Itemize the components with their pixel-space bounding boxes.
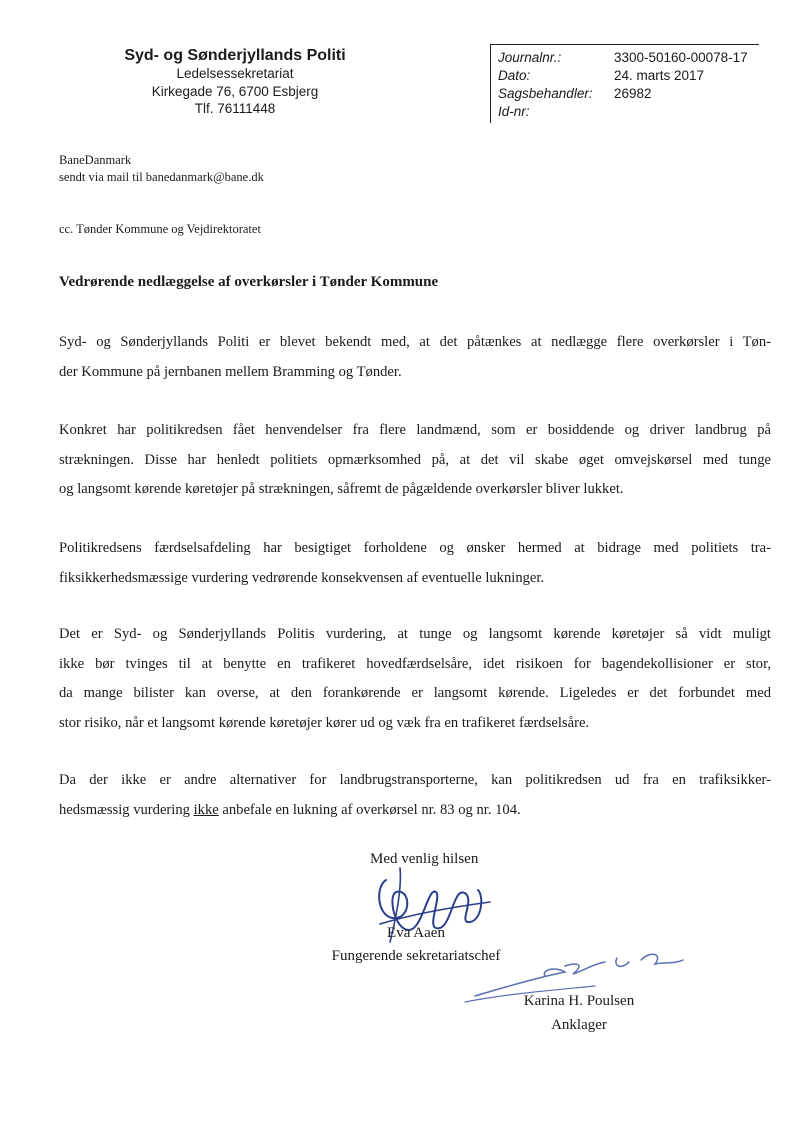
paragraph-line: Syd- og Sønderjyllands Politi er blevet bekendt med, at det påtænkes at nedlægge flere overkørsler i Tøn- — [59, 334, 771, 350]
meta-row-journal — [498, 49, 758, 67]
meta-row-date — [498, 67, 758, 85]
signer-name: Eva Aaen — [387, 925, 445, 941]
sender-department: Ledelsessekretariat — [176, 66, 294, 81]
paragraph-line: der Kommune på jernbanen mellem Bramming og Tønder. — [59, 363, 402, 380]
line-text: hedsmæssig vurdering — [59, 801, 194, 818]
line-text: anbefale en lukning af overkørsel nr. 83 og nr. 104. — [218, 801, 521, 818]
paragraph-line: stor risiko, når et langsomt kørende køretøjer kører ud og væk fra en trafikeret færdselsåre. — [59, 714, 590, 731]
emphasis-underline: ikke — [193, 801, 219, 818]
recipient-via: sendt via mail til banedanmark@bane.dk — [59, 169, 264, 184]
meta-value: 26982 — [614, 86, 652, 101]
meta-label: Sagsbehandler: — [498, 86, 593, 101]
closing-greeting: Med venlig hilsen — [370, 851, 479, 867]
sender-address: Kirkegade 76, 6700 Esbjerg — [151, 83, 319, 99]
recipient-name: BaneDanmark — [59, 153, 132, 167]
sender-name: Syd- og Sønderjyllands Politi — [124, 47, 346, 64]
meta-value: 24. marts 2017 — [614, 68, 705, 83]
cc-line: cc. Tønder Kommune og Vejdirektoratet — [59, 222, 261, 236]
signer-block-2 — [520, 989, 638, 1037]
recipient-block — [59, 152, 264, 185]
paragraph-line: og langsomt kørende køretøjer på strækningen, såfremt de pågældende overkørsler bliver lukket. — [59, 481, 624, 497]
signer-title: Anklager — [551, 1017, 607, 1033]
body-paragraph — [59, 416, 771, 505]
sender-block — [95, 46, 375, 118]
meta-label: Id-nr: — [498, 104, 530, 119]
paragraph-line: fiksikkerhedsmæssige vurdering vedrørende konsekvensen af eventuelle lukninger. — [59, 569, 545, 586]
paragraph-line: ikke bør tvinges til at benytte en trafikeret hovedfærdselsåre, idet risikoen for bagendekollisioner er stor, — [59, 655, 771, 672]
paragraph-line: Konkret har politikredsen fået henvendelser fra flere landmænd, som er bosiddende og driver landbrug på — [59, 422, 771, 438]
subject-heading: Vedrørende nedlæggelse af overkørsler i Tønder Kommune — [59, 274, 439, 290]
signer-title: Fungerende sekretariatschef — [331, 948, 501, 964]
sender-phone: Tlf. 76111448 — [194, 101, 276, 116]
body-paragraph — [59, 534, 771, 593]
paragraph-line: Politikredsens færdselsafdeling har besigtiget forholdene og ønsker hermed at bidrage med politiets tra- — [59, 540, 771, 556]
signer-name: Karina H. Poulsen — [523, 993, 635, 1009]
reference-box — [490, 44, 759, 123]
paragraph-line: strækningen. Disse har henledt politiets opmærksomhed på, at det vil skabe øget omvejskørsel med tunge — [59, 451, 771, 468]
meta-row-caseworker — [498, 85, 758, 103]
paragraph-line — [59, 796, 771, 826]
body-paragraph — [59, 620, 771, 738]
paragraph-line: da mange bilister kan overse, at den forankørende er langsomt kørende. Ligeledes er det forbundet med — [59, 685, 771, 701]
body-paragraph-final — [59, 766, 771, 825]
paragraph-line: Det er Syd- og Sønderjyllands Politis vurdering, at tunge og langsomt kørende køretøjer så vidt muligt — [59, 626, 771, 642]
meta-label: Dato: — [498, 68, 531, 83]
meta-value: 3300-50160-00078-17 — [614, 50, 748, 65]
meta-label: Journalnr.: — [498, 50, 562, 65]
paragraph-line: Da der ikke er andre alternativer for landbrugstransporterne, kan politikredsen ud fra en trafiksikker- — [59, 772, 771, 788]
body-paragraph — [59, 328, 771, 387]
meta-row-id — [498, 103, 758, 121]
